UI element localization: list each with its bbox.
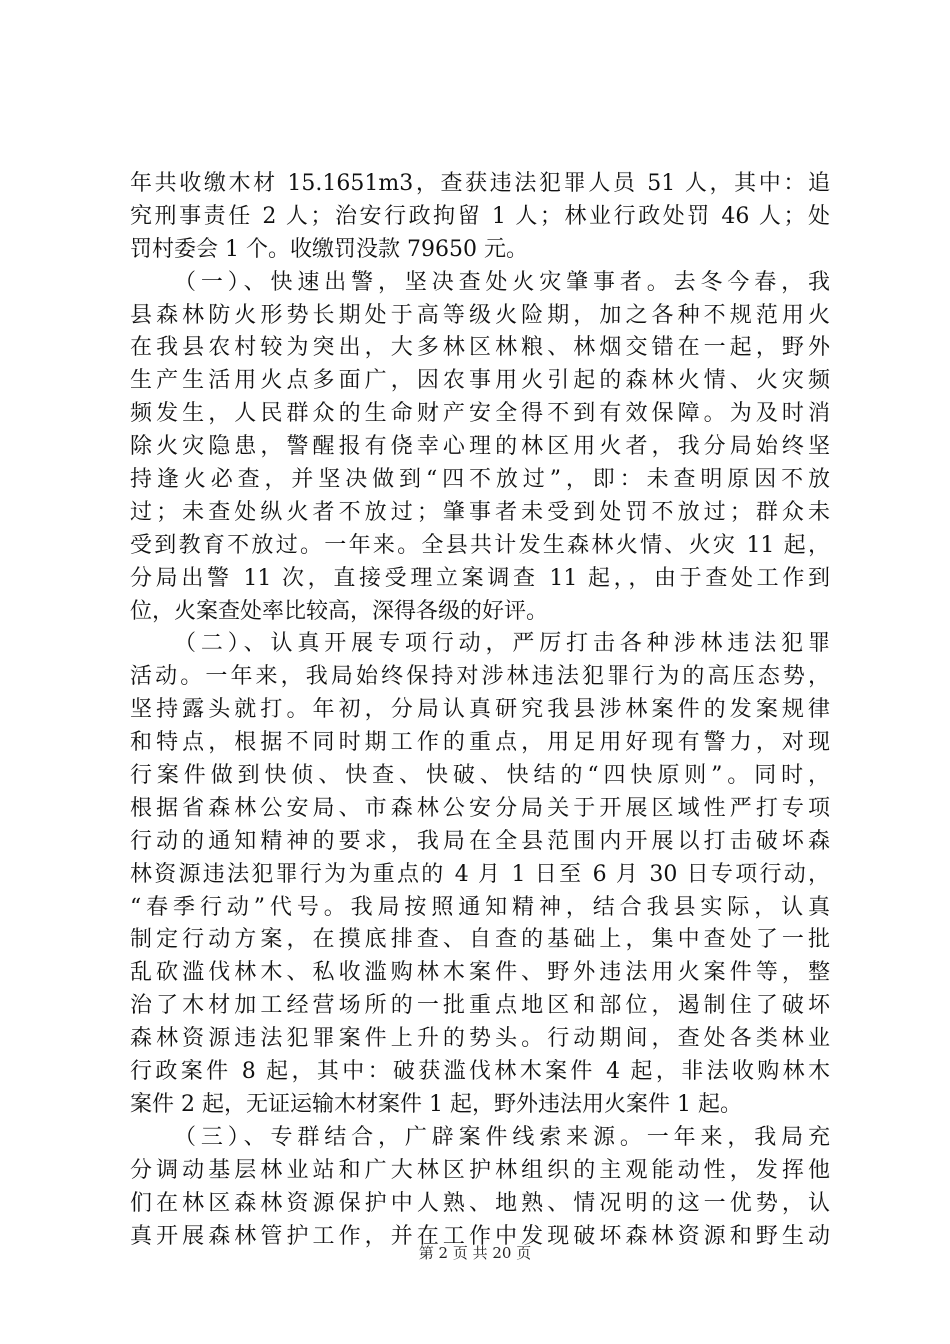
text-line: 真开展森林管护工作，并在工作中发现破坏森林资源和野生动 <box>130 1223 830 1249</box>
text-line: 罚村委会 1 个。收缴罚没款 79650 元。 <box>130 236 528 262</box>
text-line: 年共收缴木材 15.1651m3，查获违法犯罪人员 51 人，其中：追 <box>130 171 830 196</box>
text-line: 行政案件 8 起，其中：破获滥伐林木案件 4 起，非法收购林木 <box>130 1059 830 1085</box>
text-line: 行动的通知精神的要求，我局在全县范围内开展以打击破坏森 <box>130 828 830 854</box>
text-line: 活动。一年来，我局始终保持对涉林违法犯罪行为的高压态势， <box>130 664 830 690</box>
text-line: 森林资源违法犯罪案件上升的势头。行动期间，查处各类林业 <box>130 1026 830 1052</box>
text-line: 和特点，根据不同时期工作的重点，用足用好现有警力，对现 <box>130 730 830 756</box>
text-line: 们在林区森林资源保护中人熟、地熟、情况明的这一优势，认 <box>130 1190 830 1216</box>
text-line: 坚持露头就打。年初，分局认真研究我县涉林案件的发案规律 <box>130 697 830 723</box>
paragraph-heading-line: （一）、快速出警，坚决查处火灾肇事者。去冬今春，我 <box>174 269 830 295</box>
paragraph-heading-line: （二）、认真开展专项行动，严厉打击各种涉林违法犯罪 <box>174 631 830 657</box>
text-line: “春季行动”代号。我局按照通知精神，结合我县实际，认真 <box>130 894 830 920</box>
text-line: 治了木材加工经营场所的一批重点地区和部位，遏制住了破坏 <box>130 993 830 1019</box>
text-line: 在我县农村较为突出，大多林区林粮、林烟交错在一起，野外 <box>130 335 830 361</box>
text-line: 过；未查处纵火者不放过；肇事者未受到处罚不放过；群众未 <box>130 499 830 525</box>
text-line: 频发生，人民群众的生命财产安全得不到有效保障。为及时消 <box>130 401 830 427</box>
document-body <box>130 168 830 1253</box>
text-line: 持逢火必查，并坚决做到“四不放过”，即：未查明原因不放 <box>130 467 830 493</box>
page-number-footer: 第 2 页 共 20 页 <box>418 1244 532 1262</box>
text-line: 分局出警 11 次，直接受理立案调查 11 起，，由于查处工作到 <box>130 565 830 591</box>
text-line: 县森林防火形势长期处于高等级火险期，加之各种不规范用火 <box>130 302 830 328</box>
text-line: 分调动基层林业站和广大林区护林组织的主观能动性，发挥他 <box>130 1157 830 1183</box>
text-line: 位，火案查处率比较高，深得各级的好评。 <box>130 598 549 624</box>
paragraph-heading-line: （三）、专群结合，广辟案件线索来源。一年来，我局充 <box>174 1124 830 1150</box>
text-line: 乱砍滥伐林木、私收滥购林木案件、野外违法用火案件等，整 <box>130 960 830 986</box>
text-line: 制定行动方案，在摸底排查、自查的基础上，集中查处了一批 <box>130 927 830 953</box>
text-line: 除火灾隐患，警醒报有侥幸心理的林区用火者，我分局始终坚 <box>130 434 830 460</box>
text-line: 受到教育不放过。一年来。全县共计发生森林火情、火灾 11 起， <box>130 532 830 558</box>
text-line: 案件 2 起，无证运输木材案件 1 起，野外违法用火案件 1 起。 <box>130 1091 742 1117</box>
text-line: 根据省森林公安局、市森林公安分局关于开展区域性严打专项 <box>130 795 830 821</box>
text-line: 究刑事责任 2 人；治安行政拘留 1 人；林业行政处罚 46 人；处 <box>130 203 830 229</box>
text-line: 生产生活用火点多面广，因农事用火引起的森林火情、火灾频 <box>130 368 830 394</box>
text-line: 行案件做到快侦、快查、快破、快结的“四快原则”。同时， <box>130 763 830 789</box>
text-line: 林资源违法犯罪行为为重点的 4 月 1 日至 6 月 30 日专项行动， <box>130 861 830 887</box>
